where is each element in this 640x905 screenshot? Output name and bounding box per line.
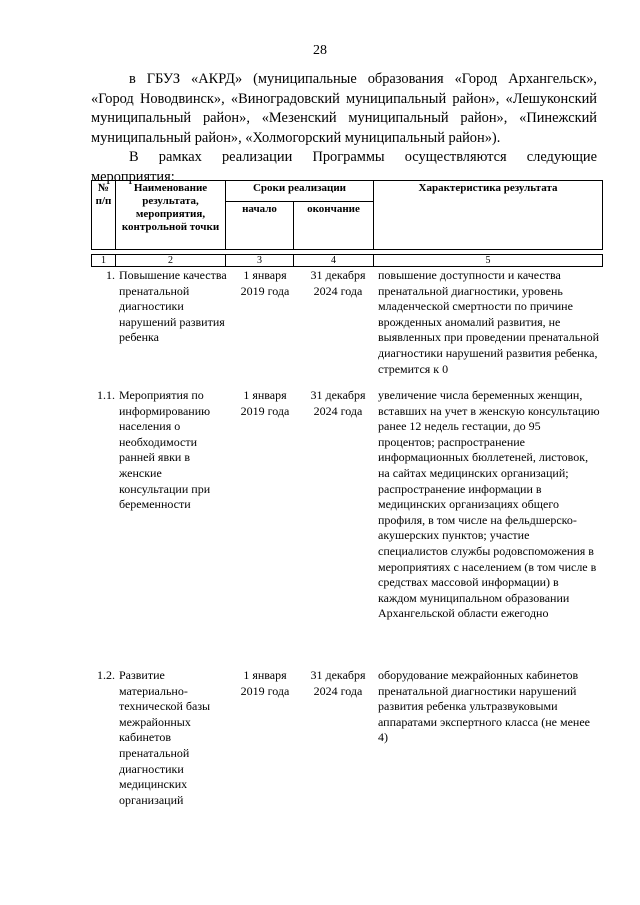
row-name: Мероприятия по информированию населения о необходимости ранней явки в женские консультации при беременности bbox=[119, 388, 211, 512]
intro-paragraph-2: В рамках реализации Программы осуществляются следующие мероприятия: bbox=[91, 149, 597, 185]
table-header bbox=[91, 180, 603, 250]
row-start-date: 1 января 2019 года bbox=[240, 668, 290, 698]
column-numbers-row bbox=[91, 254, 603, 267]
row-number: 1.1. bbox=[97, 388, 115, 402]
row-description: увеличение числа беременных женщин, вставших на учет в женскую консультацию ранее 12 недель гестации, до 95 процентов; распространение информационных бюллетеней, листовок, на сайтах медицинских организаций; распространение информации в медицинских организациях общего профиля, в том числе на фельдшерско-акушерских пунктов; участие специалистов службы родовспоможения в мероприятиях с населением (в том числе в средствах массовой информации) в каждом муниципальном образовании Архангельской области ежегодно bbox=[378, 388, 600, 621]
header-characteristic: Характеристика результата bbox=[374, 181, 603, 250]
row-description: повышение доступности и качества пренатальной диагностики, уровень младенческой смертности по причине врожденных аномалий развития, не выявленных при проведении пренатальной диагностики нарушений развития ребенка, стремится к 0 bbox=[378, 268, 600, 376]
intro-text bbox=[91, 70, 597, 188]
column-number: 4 bbox=[294, 255, 374, 267]
header-start: начало bbox=[226, 202, 294, 250]
row-start-date: 1 января 2019 года bbox=[240, 268, 290, 298]
row-description: оборудование межрайонных кабинетов пренатальной диагностики нарушений развития ребенка ультразвуковыми аппаратами экспертного класса (не менее 4) bbox=[378, 668, 590, 745]
row-name: Развитие материально-технической базы межрайонных кабинетов пренатальной диагностики медицинских организаций bbox=[119, 668, 211, 807]
row-name: Повышение качества пренатальной диагностики нарушений развития ребенка bbox=[119, 268, 227, 345]
header-end: окончание bbox=[294, 202, 374, 250]
column-number: 3 bbox=[226, 255, 294, 267]
header-name: Наименование результата, мероприятия, контрольной точки bbox=[116, 181, 226, 250]
intro-paragraph-1: в ГБУЗ «АКРД» (муниципальные образования «Город Архангельск», «Город Новодвинск», «Виноградовский муниципальный район», «Лешуконский муниципальный район», «Мезенский муниципальный район», «Пинежский муниципальный район», «Холмогорский муниципальный район»). bbox=[91, 71, 597, 146]
row-end-date: 31 декабря 2024 года bbox=[310, 668, 366, 698]
header-period: Сроки реализации bbox=[226, 181, 374, 202]
header-number: № п/п bbox=[92, 181, 116, 250]
row-number: 1.2. bbox=[97, 668, 115, 682]
row-start-date: 1 января 2019 года bbox=[240, 388, 290, 418]
row-number: 1. bbox=[106, 268, 115, 282]
row-end-date: 31 декабря 2024 года bbox=[310, 388, 366, 418]
row-end-date: 31 декабря 2024 года bbox=[310, 268, 366, 298]
column-number: 5 bbox=[374, 255, 603, 267]
column-number: 2 bbox=[116, 255, 226, 267]
page-number: 28 bbox=[313, 43, 327, 58]
column-number: 1 bbox=[92, 255, 116, 267]
